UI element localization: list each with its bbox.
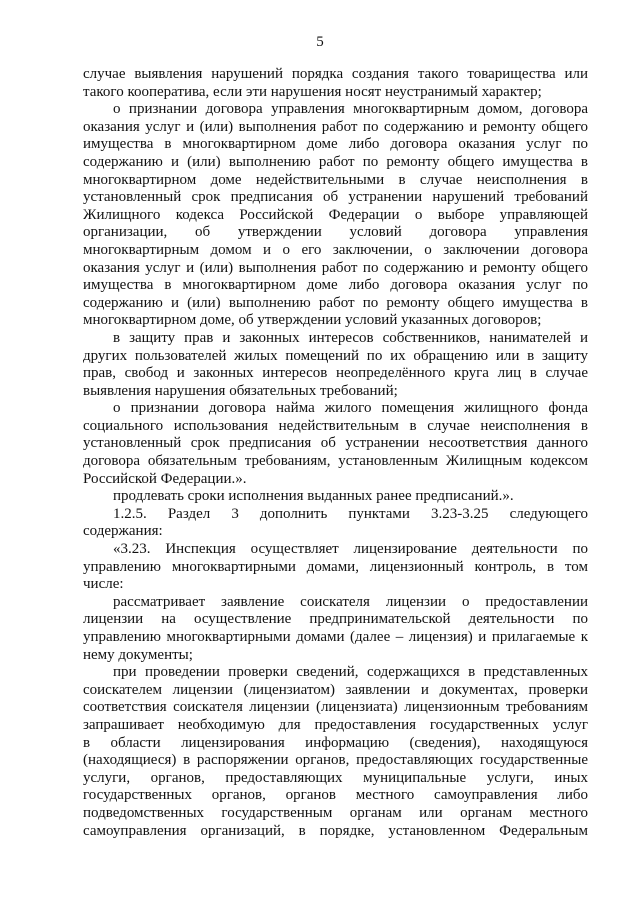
text-line: установленный срок предписания об устранении несоответствия данного [83,435,588,452]
text-line: имущества в многоквартирном доме либо договора оказания услуг по [83,277,588,294]
text-line: оказания услуг и (или) выполнения работ по содержанию и ремонту общего [83,118,588,135]
text-line: рассматривает заявление соискателя лицензии о предоставлении [113,593,588,610]
text-line: о признании договора найма жилого помещения жилищного фонда [113,400,588,417]
text-line: Российской Федерации.». [83,470,247,487]
page-number: 5 [316,34,324,50]
text-line: оказания услуг и (или) выполнения работ по содержанию и ремонту общего [83,259,588,276]
text-line: содержанию и (или) выполнению работ по ремонту общего имущества в [83,153,588,170]
text-line: нему документы; [83,646,193,663]
text-line: соответствия соискателя лицензии (лицензиата) лицензионным требованиям [83,699,588,716]
text-line: многоквартирным домом и о его заключении, о заключении договора [83,241,588,258]
text-line: запрашивает необходимую для предоставления государственных услуг [83,716,588,733]
text-line: в защиту прав и законных интересов собственников, нанимателей и [113,329,588,346]
text-line: лицензии на осуществление предпринимательской деятельности по [83,611,588,628]
text-line: соискателем лицензии (лицензиатом) заявлении и документах, проверки [83,681,588,698]
text-line: числе: [83,576,124,593]
text-line: содержанию и (или) выполнению работ по ремонту общего имущества в [83,294,588,311]
text-line: такого кооператива, если эти нарушения носят неустранимый характер; [83,83,542,100]
text-line: социального использования недействительным в случае неисполнения в [83,417,588,434]
text-line: государственных органов, органов местного самоуправления либо [83,787,588,804]
text-line: случае выявления нарушений порядка создания такого товарищества или [83,66,588,82]
text-line: имущества в многоквартирном доме либо договора оказания услуг по [83,136,588,153]
text-line: многоквартирном доме недействительными в случае неисполнения в [83,171,588,188]
text-line: в области лицензирования информацию (сведения), находящуюся [83,734,588,751]
text-line: (находящиеся) в распоряжении органов, предоставляющих государственные [83,752,588,769]
text-line: установленный срок предписания об устранении нарушений требований [83,189,588,206]
text-line: выявления нарушения обязательных требований; [83,382,398,399]
text-line: при проведении проверки сведений, содержащихся в представленных [113,664,588,681]
text-line: подведомственных государственным органам или органам местного [83,804,588,821]
text-line: управлению многоквартирными домами, лицензионный контроль, в том [83,558,588,575]
text-line: содержания: [83,523,163,540]
text-line: многоквартирном доме, об утверждении условий указанных договоров; [83,312,542,329]
text-line: «3.23. Инспекция осуществляет лицензирование деятельности по [113,541,588,558]
text-line: самоуправления организаций, в порядке, установленном Федеральным [83,822,588,839]
text-line: организации, об утверждении условий договора управления [83,224,588,241]
text-line: других пользователей жилых помещений по их обращению или в защиту [83,347,588,364]
text-line: договора обязательным требованиям, установленным Жилищным кодексом [83,453,588,470]
text-line: прав, свобод и законных интересов неопределённого круга лиц в случае [83,365,588,382]
text-line: Жилищного кодекса Российской Федерации о выборе управляющей [83,206,588,223]
document-body [83,66,588,840]
text-line: управлению многоквартирными домами (далее – лицензия) и прилагаемые к [83,629,588,645]
text-line: о признании договора управления многоквартирным домом, договора [113,101,588,118]
text-line: 1.2.5. Раздел 3 дополнить пунктами 3.23-3.25 следующего [113,505,588,522]
text-line: услуги, органов, предоставляющих муниципальные услуги, иных [83,769,588,786]
text-line: продлевать сроки исполнения выданных ранее предписаний.». [113,488,514,505]
